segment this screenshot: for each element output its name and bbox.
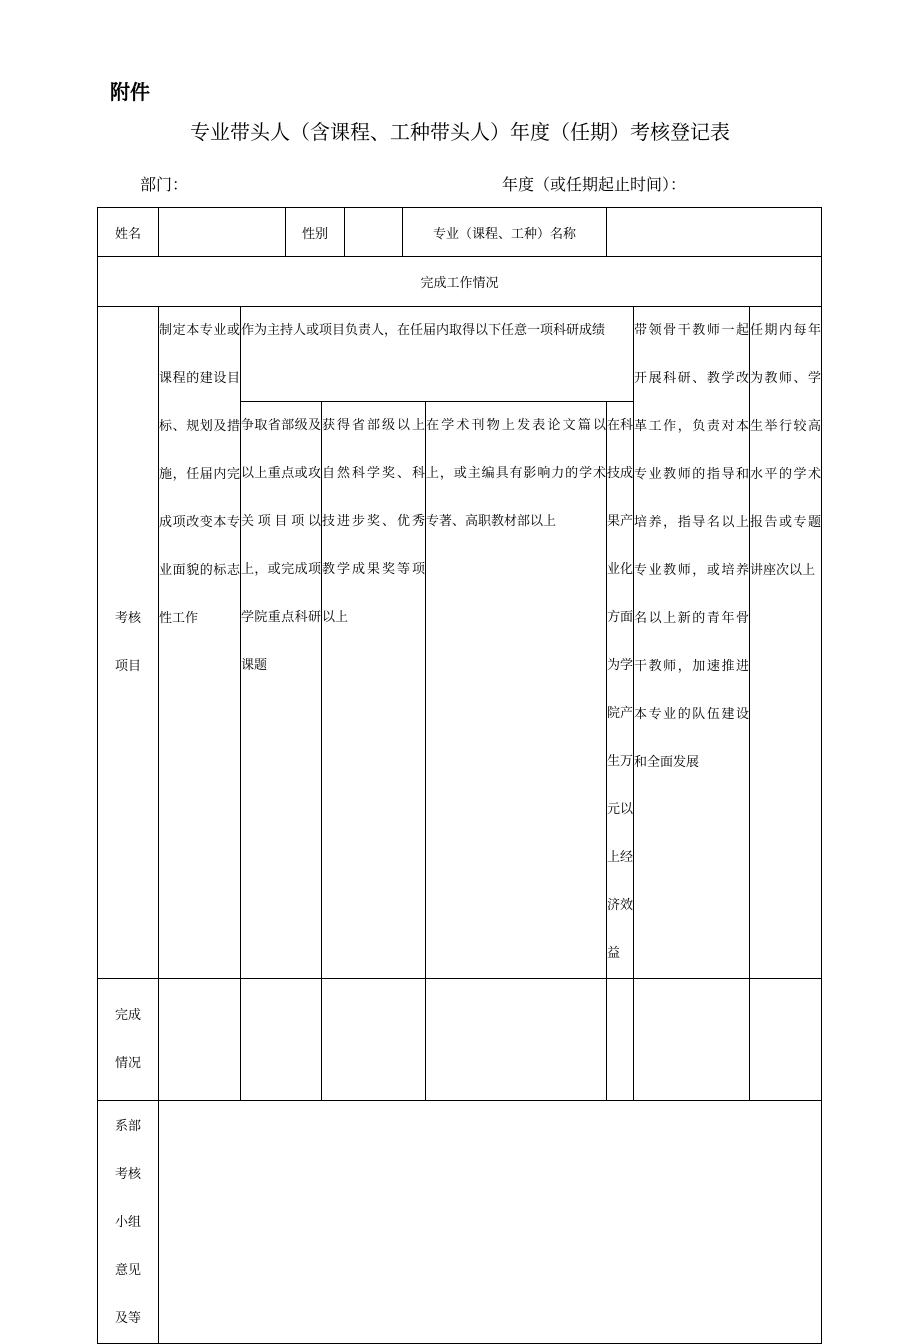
- section-title: 完成工作情况: [98, 257, 822, 307]
- completion-papers-cell[interactable]: [426, 979, 607, 1101]
- gender-field[interactable]: [345, 208, 403, 257]
- period-label: 年度（或任期起止时间）：: [502, 175, 687, 194]
- opinion-field[interactable]: [159, 1101, 822, 1344]
- assessment-items-label: [98, 307, 159, 979]
- completion-awards-cell[interactable]: [322, 979, 426, 1101]
- name-label: 姓名: [98, 208, 159, 257]
- item-research-header: 作为主持人或项目负责人，在任届内取得以下任意一项科研成绩: [241, 307, 634, 402]
- form-title: 专业带头人（含课程、工种带头人）年度（任期）考核登记表: [190, 120, 730, 144]
- completion-industrialization-cell[interactable]: [607, 979, 634, 1101]
- name-field[interactable]: [159, 208, 286, 257]
- item-awards: 获得省部级以上自然科学奖、科技进步奖、优秀教学成果奖等项以上: [322, 402, 426, 979]
- attachment-label: 附件: [110, 80, 150, 104]
- major-label: 专业（课程、工种）名称: [403, 208, 607, 257]
- item-mentoring: 带领骨干教师一起开展科研、教学改革工作，负责对本专业教师的指导和培养，指导名以上专业教师，或培养名以上新的青年骨干教师，加速推进本专业的队伍建设和全面发展: [634, 307, 750, 979]
- major-field[interactable]: [607, 208, 822, 257]
- completion-provincial-cell[interactable]: [241, 979, 322, 1101]
- gender-label: 性别: [286, 208, 345, 257]
- completion-label: [98, 979, 159, 1101]
- item-industrialization: 在科技成果产业化方面为学院产生万元以上经济效益: [607, 402, 634, 979]
- item-construction: 制定本专业或课程的建设目标、规划及措施，任届内完成项改变本专业面貌的标志性工作: [159, 307, 241, 979]
- item-papers: 在学术刊物上发表论文篇以上，或主编具有影响力的学术专著、高职教材部以上: [426, 402, 607, 979]
- department-label: 部门：: [140, 175, 189, 194]
- assessment-items-text: 考核项目: [115, 610, 142, 674]
- opinion-label: [98, 1101, 159, 1344]
- completion-lectures-cell[interactable]: [750, 979, 822, 1101]
- item-provincial-projects: 争取省部级及以上重点或攻关项目项以上，或完成项学院重点科研课题: [241, 402, 322, 979]
- item-lectures: 任期内每年为教师、学生举行较高水平的学术报告或专题讲座次以上: [750, 307, 822, 979]
- completion-mentoring-cell[interactable]: [634, 979, 750, 1101]
- completion-text: 完成情况: [115, 1007, 142, 1071]
- assessment-form-table: [97, 207, 822, 1344]
- completion-construction-cell[interactable]: [159, 979, 241, 1101]
- opinion-text: 系部考核小组意见及等: [115, 1119, 142, 1326]
